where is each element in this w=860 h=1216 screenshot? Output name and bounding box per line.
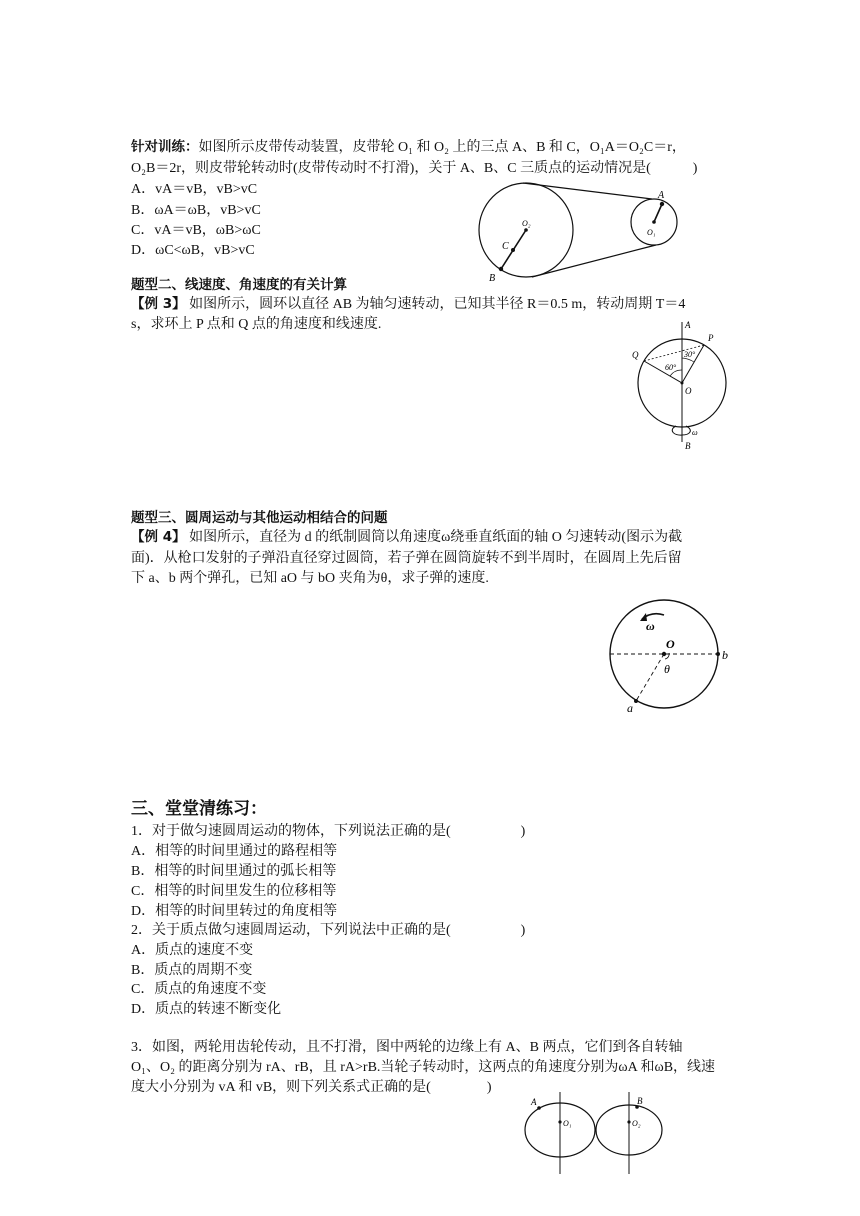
label-b: B <box>637 1096 643 1106</box>
training-option-a: A．vA＝vB，vB>vC <box>131 182 258 197</box>
example3-tag: 【例 3】 <box>131 296 186 312</box>
label-omega: ω <box>646 619 655 633</box>
radius-oa <box>636 654 664 701</box>
training-option-c: C．vA＝vB，ωB>ωC <box>131 223 261 238</box>
q1-stem: 1．对于做匀速圆周运动的物体，下列说法正确的是( ) <box>131 824 526 839</box>
example4-tag: 【例 4】 <box>131 529 186 545</box>
paper-cylinder-figure <box>600 597 740 715</box>
label-q: Q <box>632 350 639 360</box>
label-o1: O₁ <box>563 1119 572 1128</box>
training-line1 <box>131 138 686 157</box>
label-30: 30° <box>684 350 696 359</box>
example4-line3: 下 a、b 两个弹孔，已知 aO 与 bO 夹角为θ，求子弹的速度. <box>131 571 489 586</box>
label-o: O <box>666 637 675 651</box>
example3-line2: s，求环上 P 点和 Q 点的角速度和线速度. <box>131 317 382 332</box>
q2-option-c: C．质点的角速度不变 <box>131 982 267 997</box>
q3-line3: 度大小分别为 vA 和 vB，则下列关系式正确的是( ) <box>131 1080 492 1095</box>
example4-line2: 面)．从枪口发射的子弹沿直径穿过圆筒，若子弹在圆筒旋转不到半周时，在圆周上先后留 <box>131 551 682 566</box>
label-o: O <box>685 386 692 396</box>
label-theta: θ <box>664 662 670 676</box>
gear-wheels-figure <box>515 1092 665 1178</box>
type2-heading: 题型二、线速度、角速度的有关计算 <box>131 277 347 293</box>
q2-option-a: A．质点的速度不变 <box>131 943 254 958</box>
example4-text1: 如图所示，直径为 d 的纸制圆筒以角速度ω绕垂直纸面的轴 O 匀速转动(图示为截 <box>185 530 683 545</box>
q1-option-c: C．相等的时间里发生的位移相等 <box>131 884 337 899</box>
label-c: C <box>502 241 509 252</box>
example3-text1: 如图所示，圆环以直径 AB 为轴匀速转动，已知其半径 R＝0.5 m，转动周期 T＝4 <box>185 297 686 312</box>
label-a: A <box>685 320 691 330</box>
training-text1: 如图所示皮带传动装置，皮带轮 O₁ 和 O₂ 上的三点 A、B 和 C，O₁A＝O₂C＝r， <box>198 140 686 155</box>
type3-heading: 题型三、圆周运动与其他运动相结合的问题 <box>131 510 388 526</box>
belt-pulley-figure <box>470 175 690 285</box>
q1-option-b: B．相等的时间里通过的弧长相等 <box>131 864 337 879</box>
training-line2: O₂B＝2r，则皮带轮转动时(皮带传动时不打滑)，关于 A、B、C 三质点的运动情况是( ) <box>131 161 698 176</box>
training-option-b: B．ωA＝ωB，vB>vC <box>131 203 261 218</box>
label-b: B <box>489 273 496 284</box>
ring-rotation-figure <box>628 318 738 454</box>
label-omega: ω <box>692 428 698 437</box>
label-o2: O₂ <box>522 219 531 228</box>
label-o2: O₂ <box>632 1119 641 1128</box>
label-b: B <box>685 441 691 451</box>
label-a: a <box>627 701 633 715</box>
q3-line1: 3．如图，两轮用齿轮传动，且不打滑，图中两轮的边缘上有 A、B 两点，它们到各自转轴 <box>131 1040 683 1055</box>
example4-line1 <box>131 528 682 547</box>
q1-option-a: A．相等的时间里通过的路程相等 <box>131 844 338 859</box>
training-label: 针对训练： <box>131 139 199 155</box>
radius-o1a <box>654 204 662 222</box>
training-option-d: D．ωC<ωB，vB>vC <box>131 243 255 258</box>
section3-heading: 三、堂堂清练习： <box>131 799 267 819</box>
q2-stem: 2．关于质点做匀速圆周运动，下列说法中正确的是( ) <box>131 923 526 938</box>
label-60: 60° <box>665 363 677 372</box>
q2-option-d: D．质点的转速不断变化 <box>131 1002 282 1017</box>
q1-option-d: D．相等的时间里转过的角度相等 <box>131 904 338 919</box>
belt-top <box>523 183 652 199</box>
label-a: A <box>531 1097 537 1107</box>
label-p: P <box>708 333 714 343</box>
belt-bottom <box>532 245 656 277</box>
q2-option-b: B．质点的周期不变 <box>131 963 253 978</box>
label-a: A <box>658 190 665 201</box>
label-o1: O₁ <box>647 228 656 237</box>
label-b: b <box>722 648 728 662</box>
q3-line2: O₁、O₂ 的距离分别为 rA、rB，且 rA>rB.当轮子转动时，这两点的角速度分别为ωA 和ωB，线速 <box>131 1060 716 1075</box>
example3-line1 <box>131 295 685 314</box>
